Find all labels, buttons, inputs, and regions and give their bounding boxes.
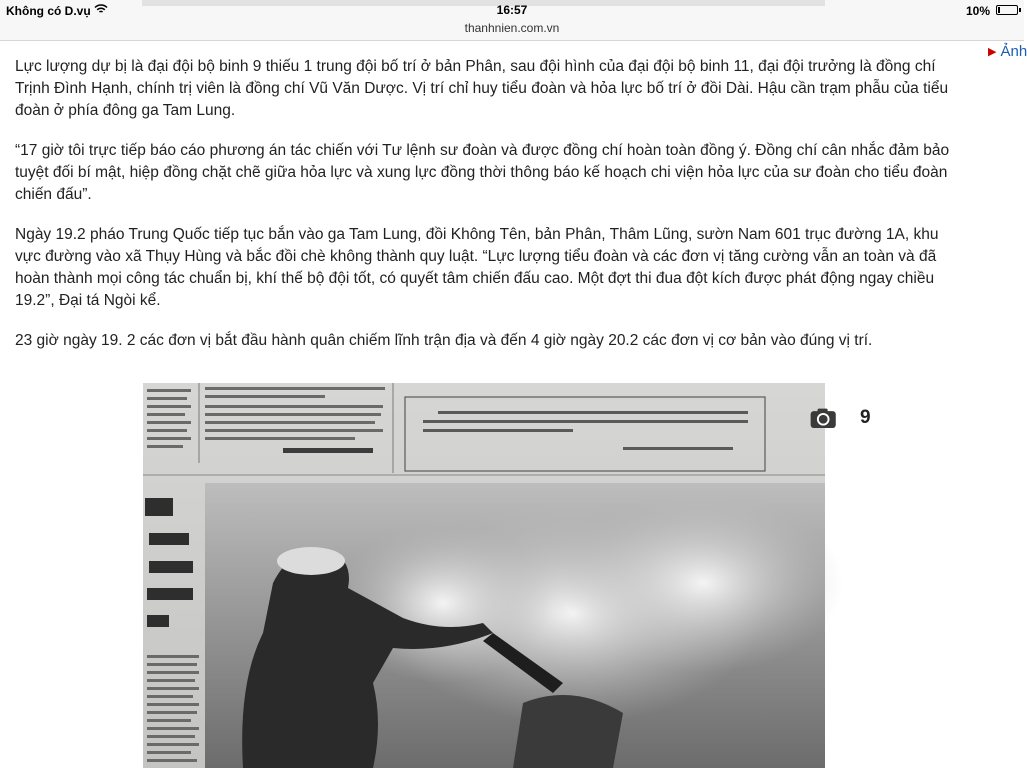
article-paragraph: “17 giờ tôi trực tiếp báo cáo phương án tác chiến với Tư lệnh sư đoàn và được đồng chí hoàn toàn đồng ý. Đồng chí cân nhắc đảm bảo tuyệt đối bí mật, hiệp đồng chặt chẽ giữa hỏa lực và xung lực đồng thời thông báo kế hoạch chi viện hỏa lực của sư đoàn cho tiểu đoàn chiến đấu”. [15, 142, 950, 203]
clock: 16:57 [496, 3, 528, 17]
status-bar [0, 0, 1024, 41]
camera-icon[interactable] [810, 401, 854, 435]
article-paragraph: 23 giờ ngày 19. 2 các đơn vị bắt đầu hành quân chiếm lĩnh trận địa và đến 4 giờ ngày 20.2 các đơn vị cơ bản vào đúng vị trí. [15, 332, 873, 349]
article-paragraph: Lực lượng dự bị là đại đội bộ binh 9 thiếu 1 trung đội bố trí ở bản Phân, sau đội hình của đại đội bộ binh 11, đại đội trưởng là đồng chí Trịnh Đình Hạnh, chính trị viên là đồng chí Vũ Văn Dược. Vị trí chỉ huy tiểu đoàn và hỏa lực bố trí ở đồi Dài. Hậu cần trạm phẫu của tiểu đoàn ở phía đông ga Tam Lung. [15, 58, 949, 119]
battery-percentage: 10% [965, 4, 990, 18]
carrier-label: Không có D.vụ [6, 4, 91, 18]
battery-level-fill [998, 7, 1000, 13]
article-photo[interactable] [143, 383, 825, 768]
photo-gallery-link-label: Ảnh [1000, 43, 1027, 60]
article-paragraph: Ngày 19.2 pháo Trung Quốc tiếp tục bắn vào ga Tam Lung, đồi Không Tên, bản Phân, Thâm Lũng, sườn Nam 601 trục đường 1A, khu vực đường vào xã Thụy Hùng và bắc đồi chè không thành quy luật. “Lực lượng tiểu đoàn và các đơn vị tăng cường vẫn an toàn và đã hoàn thành mọi công tác chuẩn bị, khí thế bộ đội tốt, có quyết tâm chiến đấu cao. Một đợt thi đua đột kích được phát động ngay chiều 19.2”, Đại tá Ngòi kể. [15, 226, 939, 309]
newspaper-clipping-image [143, 383, 825, 768]
photo-gallery-link[interactable] [988, 43, 1027, 60]
address-url[interactable]: thanhnien.com.vn [464, 21, 560, 35]
photo-count: 9 [860, 407, 871, 428]
battery-icon [996, 5, 1018, 15]
triangle-right-icon: ▶ [988, 46, 997, 58]
article-body [15, 56, 965, 370]
